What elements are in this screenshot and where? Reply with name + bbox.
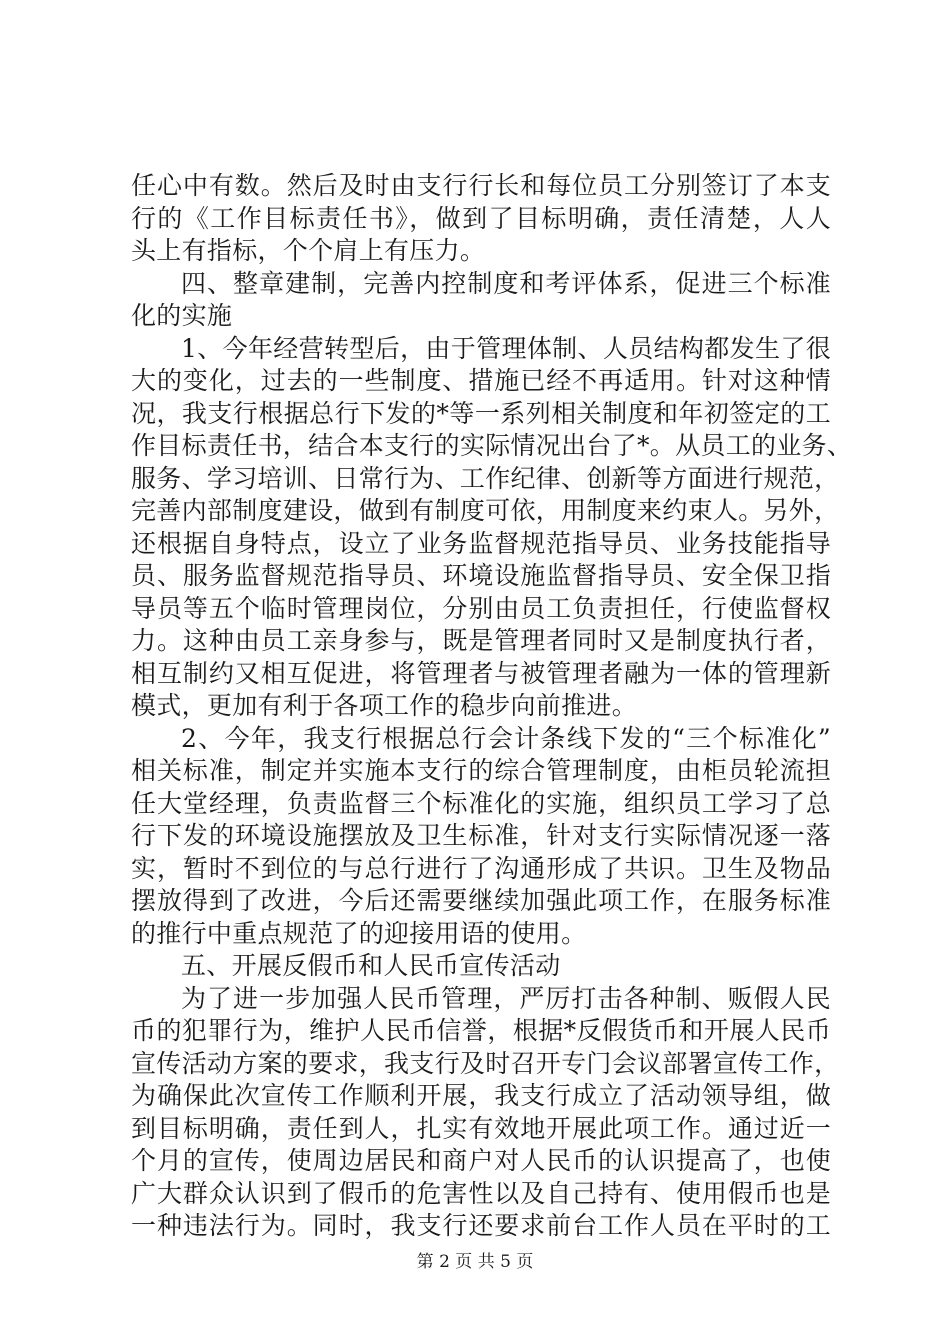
text-line: 导员等五个临时管理岗位，分别由员工负责担任，行使监督权 (131, 593, 831, 623)
text-line: 的推行中重点规范了的迎接用语的使用。 (131, 918, 587, 948)
text-line: 相互制约又相互促进，将管理者与被管理者融为一体的管理新 (131, 658, 831, 688)
text-line: 大的变化，过去的一些制度、措施已经不再适用。针对这种情 (131, 366, 831, 395)
text-line: 行下发的环境设施摆放及卫生标准，针对支行实际情况逐一落 (131, 821, 831, 850)
text-line: 任大堂经理，负责监督三个标准化的实施，组织员工学习了总 (131, 788, 831, 818)
text-line: 一种违法行为。同时，我支行还要求前台工作人员在平时的工 (131, 1211, 831, 1240)
text-line: 1、今年经营转型后，由于管理体制、人员结构都发生了很 (181, 333, 831, 363)
text-line: 相关标准，制定并实施本支行的综合管理制度，由柜员轮流担 (131, 756, 831, 785)
text-line: 为了进一步加强人民币管理，严厉打击各种制、贩假人民 (181, 983, 831, 1013)
text-line: 完善内部制度建设，做到有制度可依，用制度来约束人。另外， (131, 496, 840, 525)
text-line: 服务、学习培训、日常行为、工作纪律、创新等方面进行规范， (131, 463, 840, 493)
text-line: 行的《工作目标责任书》，做到了目标明确，责任清楚，人人 (131, 203, 831, 233)
document-body (131, 170, 853, 1243)
text-line: 四、整章建制，完善内控制度和考评体系，促进三个标准 (181, 268, 831, 298)
text-line: 力。这种由员工亲身参与，既是管理者同时又是制度执行者， (131, 626, 831, 655)
text-line: 作目标责任书，结合本支行的实际情况出台了*。从员工的业务、 (131, 431, 853, 460)
text-line: 宣传活动方案的要求，我支行及时召开专门会议部署宣传工作， (131, 1048, 840, 1078)
text-line: 实，暂时不到位的与总行进行了沟通形成了共识。卫生及物品 (131, 853, 831, 883)
text-line: 五、开展反假币和人民币宣传活动 (181, 951, 561, 980)
text-line: 到目标明确，责任到人，扎实有效地开展此项工作。通过近一 (131, 1113, 831, 1143)
text-line: 头上有指标，个个肩上有压力。 (131, 236, 486, 265)
text-line: 个月的宣传，使周边居民和商户对人民币的认识提高了，也使 (131, 1146, 831, 1175)
text-line: 为确保此次宣传工作顺利开展，我支行成立了活动领导组，做 (131, 1081, 831, 1110)
text-line: 况，我支行根据总行下发的*等一系列相关制度和年初签定的工 (131, 398, 831, 428)
text-line: 化的实施 (131, 301, 233, 330)
text-line: 广大群众认识到了假币的危害性以及自己持有、使用假币也是 (131, 1178, 831, 1208)
text-line: 摆放得到了改进，今后还需要继续加强此项工作，在服务标准 (131, 886, 831, 915)
text-line: 2、今年，我支行根据总行会计条线下发的“三个标准化” (181, 723, 831, 753)
page-footer: 第 2 页 共 5 页 (416, 1252, 534, 1272)
text-line: 还根据自身特点，设立了业务监督规范指导员、业务技能指导 (131, 528, 831, 558)
text-line: 员、服务监督规范指导员、环境设施监督指导员、安全保卫指 (131, 561, 831, 590)
text-line: 币的犯罪行为，维护人民币信誉，根据*反假货币和开展人民币 (131, 1016, 831, 1045)
text-line: 任心中有数。然后及时由支行行长和每位员工分别签订了本支 (131, 171, 831, 200)
text-line: 模式，更加有利于各项工作的稳步向前推进。 (131, 691, 638, 720)
